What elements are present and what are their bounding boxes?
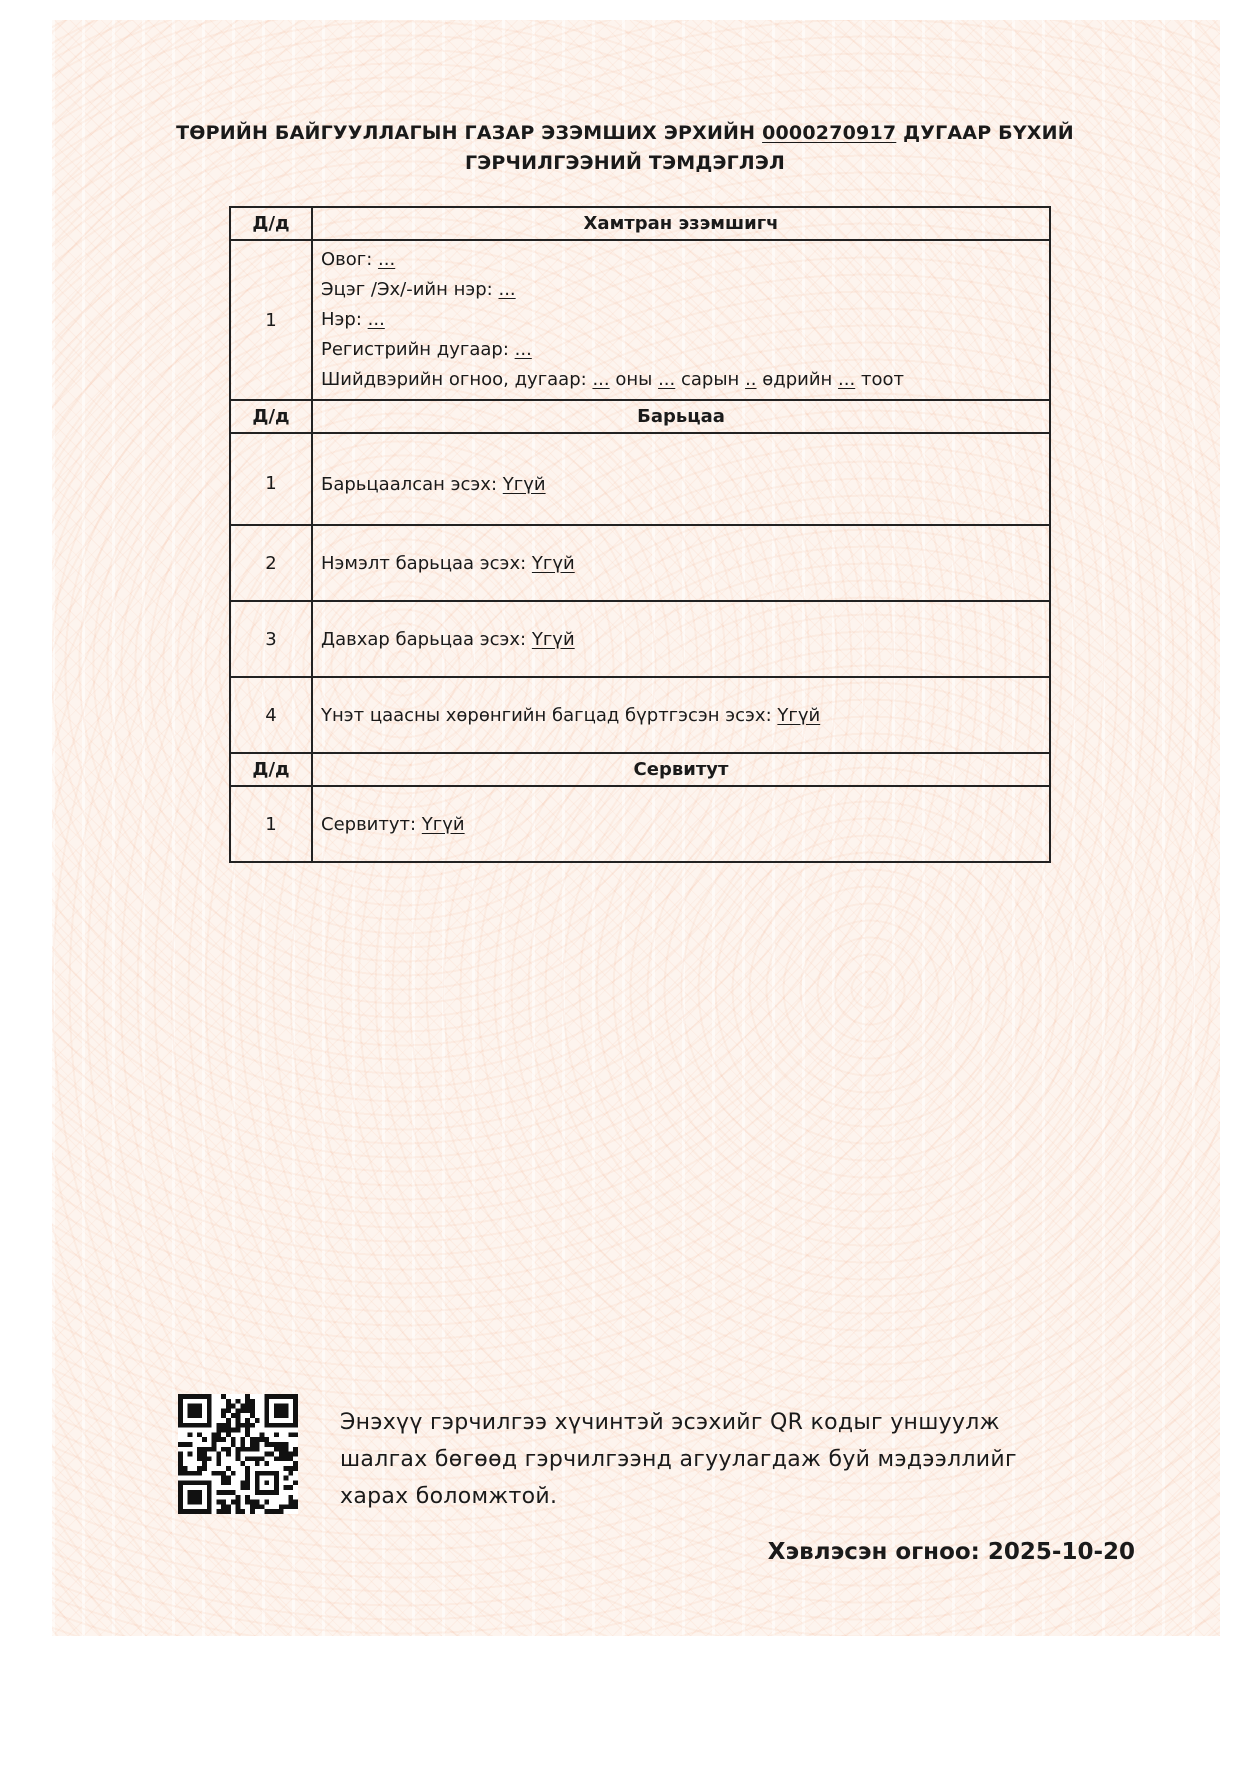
register-label: Регистрийн дугаар: [321,339,509,360]
decision-number: ... [838,369,856,390]
pledge-row [230,677,1050,753]
qr-verification-note [340,1404,1100,1515]
title-line-1 [150,118,1100,148]
servitude-value: Үгүй [421,813,465,835]
name-value: ... [367,309,385,330]
pledge-value: Үгүй [777,704,821,726]
note-line-1: Энэхүү гэрчилгээ хүчинтэй эсэхийг QR кодыг уншуулж [340,1410,1000,1435]
surname-label: Овог: [321,249,373,270]
co-owner-row [230,240,1050,400]
pledge-row-no: 3 [230,601,312,677]
co-owner-col-no: Д/д [230,207,312,240]
pledge-row-no: 2 [230,525,312,601]
title-prefix: ТӨРИЙН БАЙГУУЛЛАГЫН ГАЗАР ЭЗЭМШИХ ЭРХИЙН [176,122,756,144]
printed-date: Хэвлэсэн огноо: 2025-10-20 [767,1539,1135,1565]
certificate-number: 0000270917 [762,122,897,144]
note-line-3: харах боломжтой. [340,1484,558,1509]
co-owner-header-row [230,207,1050,240]
parent-name-label: Эцэг /Эх/-ийн нэр: [321,279,493,300]
name-line [321,305,1041,335]
pledge-value: Үгүй [531,628,575,650]
qr-code[interactable] [178,1394,298,1514]
servitude-row-no: 1 [230,786,312,862]
note-line-2: шалгах бөгөөд гэрчилгээнд агуулагдаж буй мэдээллийг [340,1447,1017,1472]
servitude-row-text [312,786,1050,862]
pledge-label: Давхар барьцаа эсэх: [321,628,527,650]
pledge-row [230,433,1050,525]
decision-line [321,365,1041,395]
record-table [229,206,1051,863]
year-word: оны [615,369,653,390]
servitude-header-row [230,753,1050,786]
document-title [150,118,1100,178]
servitude-row [230,786,1050,862]
pledge-row-text [312,677,1050,753]
pledge-row [230,601,1050,677]
parent-name-value: ... [498,279,516,300]
servitude-label: Сервитут: [321,813,417,835]
servitude-header: Сервитут [312,753,1050,786]
title-suffix: ДУГААР БҮХИЙ [903,122,1074,144]
register-value: ... [514,339,532,360]
pledge-row-no: 1 [230,433,312,525]
pledge-label: Үнэт цаасны хөрөнгийн багцад бүртгэсэн эсэх: [321,704,772,726]
surname-value: ... [378,249,396,270]
number-word: тоот [860,369,904,390]
surname-line [321,245,1041,275]
parent-name-line [321,275,1041,305]
register-line [321,335,1041,365]
day-word: өдрийн [762,369,833,390]
decision-year: ... [592,369,610,390]
month-word: сарын [680,369,740,390]
decision-label: Шийдвэрийн огноо, дугаар: [321,369,587,390]
pledge-header: Барьцаа [312,400,1050,433]
pledge-label: Барьцаалсан эсэх: [321,473,498,495]
pledge-row-text [312,525,1050,601]
pledge-col-no: Д/д [230,400,312,433]
pledge-row-no: 4 [230,677,312,753]
co-owner-details [312,240,1050,400]
decision-day: .. [745,369,757,390]
decision-month: ... [658,369,676,390]
name-label: Нэр: [321,309,362,330]
pledge-label: Нэмэлт барьцаа эсэх: [321,552,527,574]
co-owner-row-no: 1 [230,240,312,400]
pledge-row [230,525,1050,601]
pledge-row-text [312,433,1050,525]
pledge-header-row [230,400,1050,433]
pledge-value: Үгүй [502,473,546,495]
servitude-col-no: Д/д [230,753,312,786]
title-line-2: ГЭРЧИЛГЭЭНИЙ ТЭМДЭГЛЭЛ [464,152,785,174]
pledge-value: Үгүй [531,552,575,574]
pledge-row-text [312,601,1050,677]
co-owner-header: Хамтран эзэмшигч [312,207,1050,240]
